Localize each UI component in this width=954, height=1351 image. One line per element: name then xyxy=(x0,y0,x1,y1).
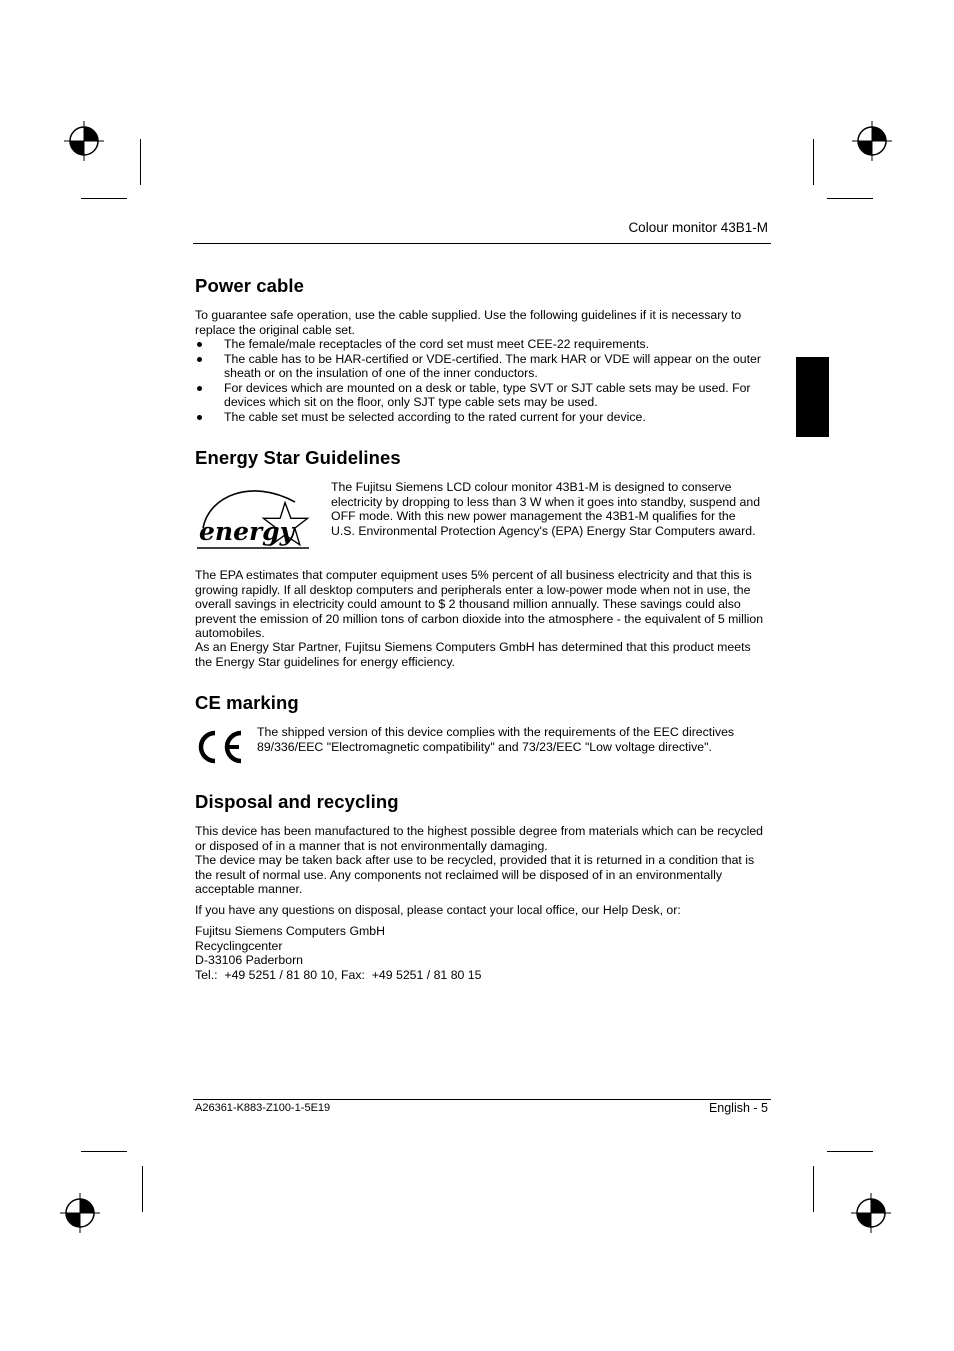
chapter-thumb-tab xyxy=(796,357,829,437)
registration-mark-top-left-icon xyxy=(64,121,104,161)
crop-line xyxy=(827,1151,873,1152)
list-item: The female/male receptacles of the cord set must meet CEE-22 requirements. xyxy=(195,337,770,352)
list-item: For devices which are mounted on a desk or table, type SVT or SJT cable sets may be used. For devices which sit on the floor, only SJT type cable sets may be used. xyxy=(195,381,770,410)
address-line: Fujitsu Siemens Computers GmbH xyxy=(195,924,385,938)
list-item: The cable set must be selected according to the rated current for your device. xyxy=(195,410,770,425)
footer-rule xyxy=(193,1099,771,1100)
ce-marking-heading: CE marking xyxy=(195,692,299,713)
running-header: Colour monitor 43B1-M xyxy=(628,220,768,235)
ce-marking-text: The shipped version of this device complies with the requirements of the EEC directives 89/336/EEC "Electromagnetic compatibility" and 73/23/EEC "Low voltage directive". xyxy=(257,725,735,754)
power-cable-intro: To guarantee safe operation, use the cable supplied. Use the following guidelines if it is necessary to replace the original cable set. xyxy=(195,308,742,337)
power-cable-bullets xyxy=(195,337,770,425)
energy-star-logo-icon xyxy=(195,482,313,552)
address-line: D-33106 Paderborn xyxy=(195,953,304,968)
energy-logo-wordmark: energy xyxy=(199,517,295,546)
address-line: Recyclingcenter xyxy=(195,938,283,953)
list-item: The cable has to be HAR-certified or VDE-certified. The mark HAR or VDE will appear on the outer sheath or on the insulation of one of the inner conductors. xyxy=(195,352,770,381)
address-line: Tel.: +49 5251 / 81 80 10, Fax: +49 5251 / 81 80 15 xyxy=(195,967,482,982)
crop-line xyxy=(813,139,814,185)
crop-line xyxy=(827,198,873,199)
energy-star-heading: Energy Star Guidelines xyxy=(195,447,401,468)
power-cable-heading: Power cable xyxy=(195,275,305,296)
crop-line xyxy=(81,1151,127,1152)
energy-star-body-2: As an Energy Star Partner, Fujitsu Siemens Computers GmbH has determined that this product meets the Energy Star guidelines for energy efficiency. xyxy=(195,640,751,669)
document-number: A26361-K883-Z100-1-5E19 xyxy=(195,1102,331,1114)
disposal-paragraph-3: If you have any questions on disposal, please contact your local office, our Help Desk, or: xyxy=(195,903,681,917)
disposal-paragraph-1: This device has been manufactured to the highest possible degree from materials which can be recycled or disposed of in a manner that is not environmentally damaging. xyxy=(195,824,764,853)
recycling-address xyxy=(195,924,770,982)
registration-mark-top-right-icon xyxy=(852,121,892,161)
crop-line xyxy=(81,198,127,199)
registration-mark-bottom-left-icon xyxy=(60,1193,100,1233)
crop-line xyxy=(140,139,141,185)
disposal-heading: Disposal and recycling xyxy=(195,791,399,812)
disposal-paragraph-2: The device may be taken back after use to be recycled, provided that it is returned in a condition that is the result of normal use. Any components not reclaimed will be disposed of in an environmentally acceptable manner. xyxy=(195,853,755,897)
energy-star-body-1: The EPA estimates that computer equipment uses 5% percent of all business electricity and that this is growing rapidly. If all desktop computers and peripherals enter a low-power mode when not in use, the overall savings in electricity could amount to $ 2 thousand million annually. These savings could also prevent the emission of 20 million tons of carbon dioxide into the atmosphere - the equivalent of 5 million automobiles. xyxy=(195,568,764,641)
energy-star-intro: The Fujitsu Siemens LCD colour monitor 43B1-M is designed to conserve electricity by dropping to less than 3 W when it goes into standby, suspend and OFF mode. With this new power management the 43B1-M qualifies for the U.S. Environmental Protection Agency's (EPA) Energy Star Computers award. xyxy=(331,480,761,538)
ce-mark-logo-icon xyxy=(195,729,245,765)
page-number: English - 5 xyxy=(708,1101,768,1115)
crop-line xyxy=(142,1166,143,1212)
header-rule xyxy=(193,243,771,244)
crop-line xyxy=(813,1166,814,1212)
registration-mark-bottom-right-icon xyxy=(851,1193,891,1233)
